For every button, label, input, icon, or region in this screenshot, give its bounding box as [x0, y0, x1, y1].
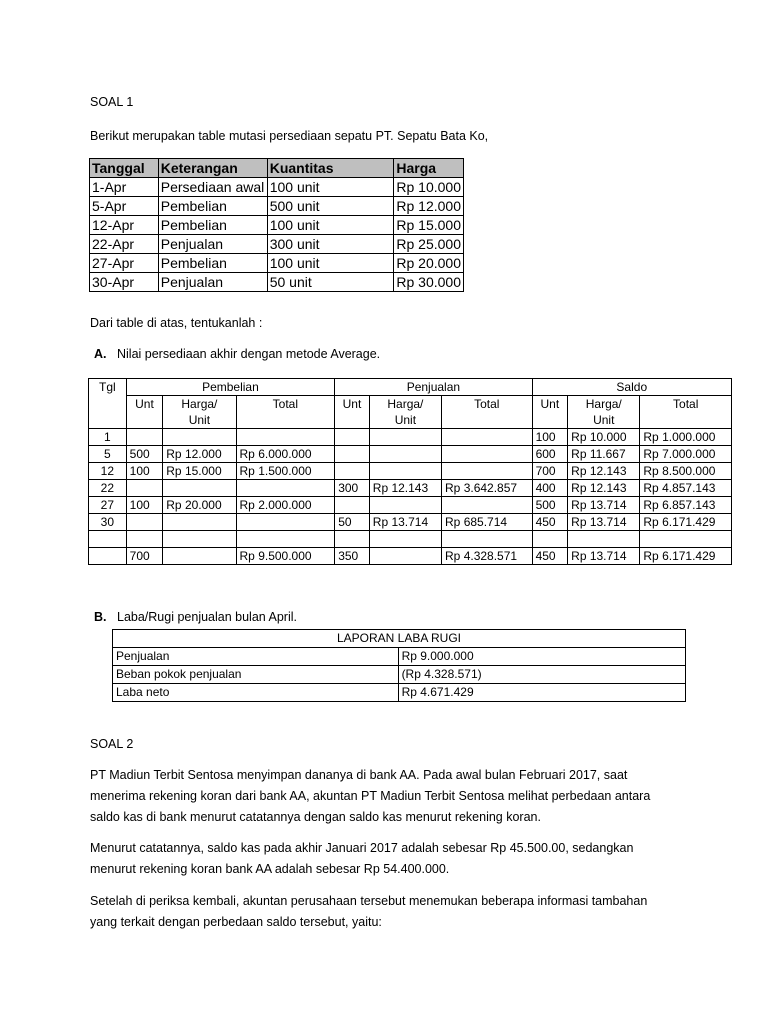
table-cell [568, 531, 640, 548]
table-cell: Rp 20.000 [394, 254, 464, 273]
table-row [113, 648, 686, 666]
inventory-mutation-table [89, 158, 464, 292]
header-unt: Unt [126, 396, 163, 429]
soal2-paragraph-3 [90, 891, 647, 933]
table-cell: Rp 30.000 [394, 273, 464, 292]
header-total: Total [236, 396, 335, 429]
header-keterangan: Keterangan [158, 159, 267, 178]
table-cell: Penjualan [158, 273, 267, 292]
table-cell [335, 497, 370, 514]
table-cell: Rp 13.714 [369, 514, 441, 531]
table-cell: 700 [126, 548, 163, 565]
paragraph-line: Setelah di periksa kembali, akuntan perusahaan tersebut menemukan beberapa informasi tambahan [90, 894, 648, 908]
table-cell [163, 480, 236, 497]
table-cell: 30 [89, 514, 127, 531]
table-cell: 100 [532, 429, 568, 446]
table-cell: 1 [89, 429, 127, 446]
table-cell: 27 [89, 497, 127, 514]
table-cell [532, 531, 568, 548]
table-cell [369, 497, 441, 514]
table-cell: Rp 11.667 [568, 446, 640, 463]
paragraph-line: menerima rekening koran dari bank AA, akuntan PT Madiun Terbit Sentosa melihat perbedaan antara [90, 789, 651, 803]
table-cell: Rp 10.000 [568, 429, 640, 446]
table-cell [163, 548, 236, 565]
header-tgl: Tgl [89, 379, 127, 429]
table-cell: 27-Apr [90, 254, 159, 273]
table-cell: 350 [335, 548, 370, 565]
table-cell: Rp 25.000 [394, 235, 464, 254]
table-cell: 100 [126, 463, 163, 480]
table-cell: 100 unit [267, 216, 394, 235]
header-harga-unit: Harga/ [369, 396, 441, 413]
paragraph-line: PT Madiun Terbit Sentosa menyimpan dananya di bank AA. Pada awal bulan Februari 2017, saat [90, 768, 628, 782]
table-cell: Rp 4.857.143 [640, 480, 732, 497]
table-row [113, 684, 686, 702]
table-cell [89, 531, 127, 548]
table-cell [236, 429, 335, 446]
table-cell: 100 unit [267, 178, 394, 197]
table-cell: 12 [89, 463, 127, 480]
table-cell [369, 429, 441, 446]
table-cell: Rp 12.143 [568, 480, 640, 497]
table-cell: 700 [532, 463, 568, 480]
table-cell: Rp 12.000 [394, 197, 464, 216]
table-cell: 30-Apr [90, 273, 159, 292]
table-cell: 600 [532, 446, 568, 463]
paragraph-line: menurut rekening koran bank AA adalah sebesar Rp 54.400.000. [90, 862, 450, 876]
soal1-intro: Berikut merupakan table mutasi persediaan sepatu PT. Sepatu Bata Ko, [90, 129, 489, 143]
header-tanggal: Tanggal [90, 159, 159, 178]
table-cell: Laba neto [113, 684, 399, 702]
table-cell [163, 514, 236, 531]
table-cell: Rp 4.671.429 [398, 684, 685, 702]
table-row [89, 514, 732, 531]
part-a-letter: A. [94, 347, 107, 361]
table-cell: 1-Apr [90, 178, 159, 197]
table-cell: Beban pokok penjualan [113, 666, 399, 684]
table-row [89, 497, 732, 514]
header-kuantitas: Kuantitas [267, 159, 394, 178]
table-cell [335, 429, 370, 446]
question-text: Dari table di atas, tentukanlah : [90, 316, 263, 330]
income-statement-table [112, 629, 686, 702]
part-a-text: Nilai persediaan akhir dengan metode Average. [117, 347, 381, 361]
table-cell [335, 531, 370, 548]
table-cell: Rp 15.000 [394, 216, 464, 235]
table-cell: 500 [126, 446, 163, 463]
table-row [89, 429, 732, 446]
table-cell: 100 unit [267, 254, 394, 273]
table-cell [442, 497, 533, 514]
table-cell: 22-Apr [90, 235, 159, 254]
header-pembelian: Pembelian [126, 379, 335, 396]
table-cell: Rp 2.000.000 [236, 497, 335, 514]
table-cell [442, 463, 533, 480]
table-row [89, 446, 732, 463]
table-cell: Rp 13.714 [568, 548, 640, 565]
table-cell: 300 unit [267, 235, 394, 254]
table-cell: 22 [89, 480, 127, 497]
table-cell: Rp 9.000.000 [398, 648, 685, 666]
table-cell: Rp 12.143 [568, 463, 640, 480]
header-penjualan: Penjualan [335, 379, 532, 396]
average-method-table [88, 378, 732, 565]
header-total: Total [640, 396, 732, 429]
table-cell [163, 531, 236, 548]
table-cell: Rp 12.143 [369, 480, 441, 497]
table-cell: Rp 12.000 [163, 446, 236, 463]
table-cell [126, 480, 163, 497]
header-saldo: Saldo [532, 379, 731, 396]
table-row [89, 463, 732, 480]
table-cell: 500 [532, 497, 568, 514]
table-cell [369, 446, 441, 463]
table-row [90, 178, 464, 197]
table-cell: Rp 1.000.000 [640, 429, 732, 446]
table-cell: Rp 6.000.000 [236, 446, 335, 463]
table-cell: Rp 20.000 [163, 497, 236, 514]
table-cell: Rp 13.714 [568, 514, 640, 531]
table-cell: Pembelian [158, 216, 267, 235]
table-cell: Rp 6.171.429 [640, 514, 732, 531]
table-cell: Rp 3.642.857 [442, 480, 533, 497]
header-unit-line: Unit [163, 412, 236, 429]
table-row [90, 254, 464, 273]
paragraph-line: yang terkait dengan perbedaan saldo tersebut, yaitu: [90, 915, 382, 929]
paragraph-line: saldo kas di bank menurut catatannya dengan saldo kas menurut rekening koran. [90, 810, 541, 824]
table-row [113, 666, 686, 684]
table-cell: (Rp 4.328.571) [398, 666, 685, 684]
table-cell [163, 429, 236, 446]
income-statement-title: LAPORAN LABA RUGI [113, 630, 686, 648]
table-cell: 300 [335, 480, 370, 497]
table-row [90, 197, 464, 216]
table-cell [236, 531, 335, 548]
table-cell [126, 531, 163, 548]
table-cell: Rp 13.714 [568, 497, 640, 514]
table-cell [369, 548, 441, 565]
table-cell [369, 531, 441, 548]
table-cell: Penjualan [113, 648, 399, 666]
table-cell: Rp 6.857.143 [640, 497, 732, 514]
table-cell: Rp 6.171.429 [640, 548, 732, 565]
header-harga-unit: Harga/ [568, 396, 640, 413]
table-cell [335, 463, 370, 480]
soal1-title: SOAL 1 [90, 95, 134, 109]
soal2-paragraph-1 [90, 765, 650, 828]
table-cell: 450 [532, 514, 568, 531]
table-cell [236, 480, 335, 497]
header-harga: Harga [394, 159, 464, 178]
table-cell: Rp 15.000 [163, 463, 236, 480]
header-harga-unit: Harga/ [163, 396, 236, 413]
table-row [90, 235, 464, 254]
table-cell: Rp 685.714 [442, 514, 533, 531]
table-cell [442, 429, 533, 446]
table-cell: Pembelian [158, 197, 267, 216]
soal2-title: SOAL 2 [90, 737, 134, 751]
table-cell: Rp 10.000 [394, 178, 464, 197]
table-cell: Persediaan awal [158, 178, 267, 197]
table-header-row [90, 159, 464, 178]
table-cell: 100 [126, 497, 163, 514]
table-row [89, 531, 732, 548]
table-cell: 450 [532, 548, 568, 565]
table-cell: 12-Apr [90, 216, 159, 235]
soal2-paragraph-2 [90, 838, 633, 880]
table-cell [126, 514, 163, 531]
table-cell: 500 unit [267, 197, 394, 216]
paragraph-line: Menurut catatannya, saldo kas pada akhir Januari 2017 adalah sebesar Rp 45.500.00, sedangkan [90, 841, 634, 855]
table-cell: Pembelian [158, 254, 267, 273]
group-header-row [89, 379, 732, 396]
table-cell [335, 446, 370, 463]
table-row [89, 548, 732, 565]
table-row [89, 480, 732, 497]
table-cell [89, 548, 127, 565]
table-cell: Rp 9.500.000 [236, 548, 335, 565]
table-row [90, 273, 464, 292]
table-cell [640, 531, 732, 548]
table-cell [442, 446, 533, 463]
table-cell: 50 [335, 514, 370, 531]
header-unt: Unt [532, 396, 568, 429]
table-cell [236, 514, 335, 531]
part-b-letter: B. [94, 610, 107, 624]
table-cell: 5 [89, 446, 127, 463]
table-cell: 400 [532, 480, 568, 497]
header-unt: Unt [335, 396, 370, 429]
table-row [90, 216, 464, 235]
table-cell [369, 463, 441, 480]
table-cell [442, 531, 533, 548]
table-cell: 50 unit [267, 273, 394, 292]
sub-header-row [89, 396, 732, 413]
part-b-text: Laba/Rugi penjualan bulan April. [117, 610, 297, 624]
sub-header-row-2 [89, 412, 732, 429]
table-cell [126, 429, 163, 446]
table-cell: Penjualan [158, 235, 267, 254]
table-cell: Rp 4.328.571 [442, 548, 533, 565]
table-cell: 5-Apr [90, 197, 159, 216]
table-cell: Rp 1.500.000 [236, 463, 335, 480]
header-total: Total [442, 396, 533, 429]
header-unit-line: Unit [568, 412, 640, 429]
header-unit-line: Unit [369, 412, 441, 429]
income-statement-title-row [113, 630, 686, 648]
table-cell: Rp 8.500.000 [640, 463, 732, 480]
table-cell: Rp 7.000.000 [640, 446, 732, 463]
